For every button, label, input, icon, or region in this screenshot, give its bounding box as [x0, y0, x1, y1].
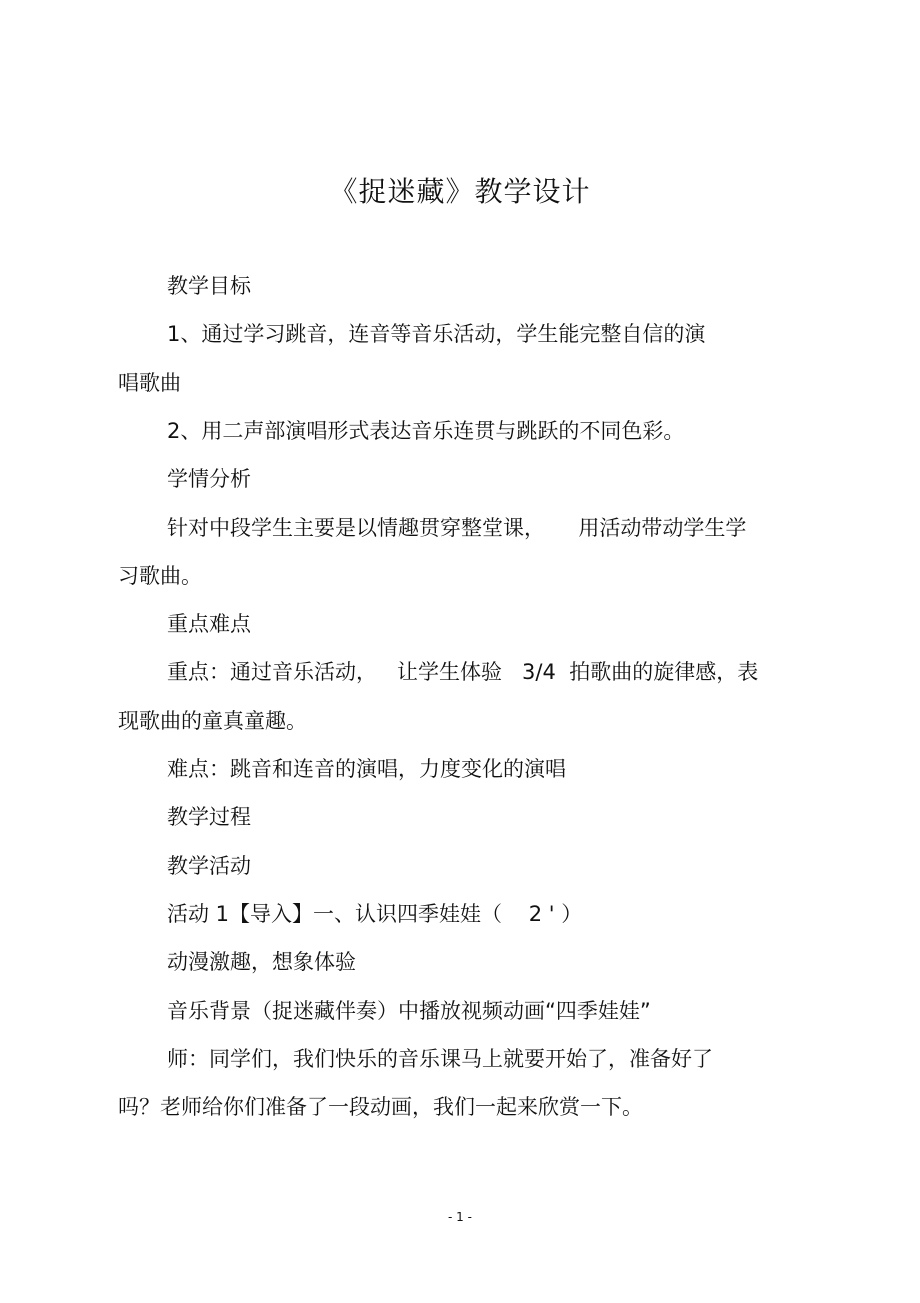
text-line: 唱歌曲: [118, 370, 181, 395]
text-line: 活动 1【导入】一、认识四季娃娃（ 2 ' ）: [167, 901, 583, 926]
text-line: 针对中段学生主要是以情趣贯穿整堂课， 用活动带动学生学: [167, 515, 747, 540]
text-line: 师：同学们，我们快乐的音乐课马上就要开始了，准备好了: [167, 1046, 713, 1071]
document-title: 《捉迷藏》教学设计: [329, 175, 591, 208]
text-line: 2、用二声部演唱形式表达音乐连贯与跳跃的不同色彩。: [167, 418, 685, 443]
text-line: 现歌曲的童真童趣。: [118, 708, 307, 733]
text-line: 难点：跳音和连音的演唱，力度变化的演唱: [167, 757, 566, 781]
text-line: 音乐背景（捉迷藏伴奏）中播放视频动画“四季娃娃”: [167, 998, 651, 1023]
text-line: 1、通过学习跳音，连音等音乐活动，学生能完整自信的演: [167, 322, 706, 347]
text-line: 习歌曲。: [118, 563, 202, 588]
text-line: 重点难点: [167, 612, 251, 637]
text-line: 教学过程: [167, 805, 251, 830]
text-line: 教学活动: [167, 853, 251, 878]
text-line: 动漫激趣，想象体验: [167, 950, 356, 975]
page-number: - 1 -: [448, 1210, 472, 1224]
text-line: 吗？老师给你们准备了一段动画，我们一起来欣赏一下。: [118, 1095, 643, 1120]
text-line: 重点：通过音乐活动， 让学生体验 3/4 拍歌曲的旋律感，表: [167, 660, 759, 685]
text-line: 教学目标: [167, 274, 251, 298]
text-line: 学情分析: [167, 467, 251, 492]
